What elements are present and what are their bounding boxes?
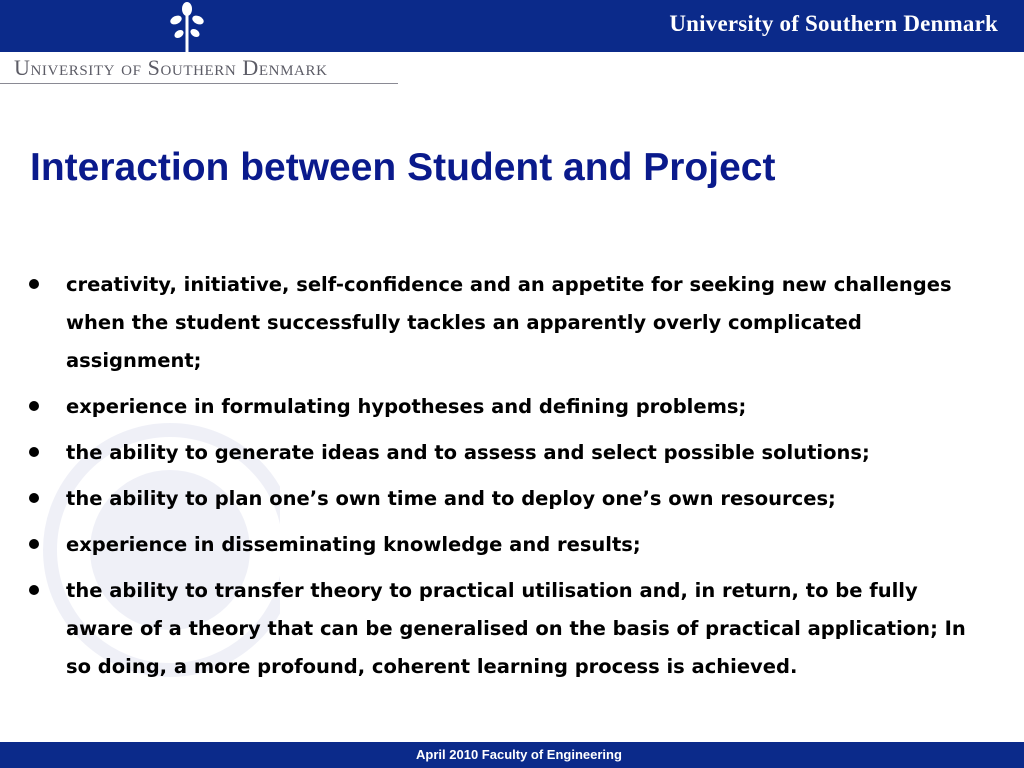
- bullet-icon: [29, 539, 39, 549]
- list-item: [28, 266, 988, 380]
- list-item: [28, 526, 988, 564]
- bullet-icon: [29, 401, 39, 411]
- bullet-list: [28, 266, 988, 694]
- logo-wordmark: University of Southern Denmark: [14, 55, 328, 80]
- university-name: University of Southern Denmark: [669, 11, 998, 36]
- bullet-icon: [29, 493, 39, 503]
- header-bar: [0, 0, 1024, 52]
- bullet-text: experience in formulating hypotheses and defining problems;: [66, 395, 747, 418]
- list-item: [28, 572, 988, 686]
- tree-emblem-icon: [160, 0, 214, 52]
- bullet-text: experience in disseminating knowledge and results;: [66, 533, 641, 556]
- bullet-text: the ability to plan one’s own time and to deploy one’s own resources;: [66, 487, 836, 510]
- list-item: [28, 480, 988, 518]
- divider: [0, 83, 398, 84]
- footer-bar: [0, 742, 1024, 768]
- bullet-text: the ability to transfer theory to practical utilisation and, in return, to be fully aware of a theory that can be generalised on the basis of practical application; In so doing, a more profound, coherent learning process is achieved.: [66, 579, 966, 678]
- bullet-icon: [29, 447, 39, 457]
- bullet-text: creativity, initiative, self-confidence and an appetite for seeking new challenges when the student successfully tackles an apparently overly complicated assignment;: [66, 273, 952, 372]
- list-item: [28, 434, 988, 472]
- list-item: [28, 388, 988, 426]
- bullet-icon: [29, 279, 39, 289]
- bullet-text: the ability to generate ideas and to assess and select possible solutions;: [66, 441, 870, 464]
- footer-text: April 2010 Faculty of Engineering: [416, 747, 622, 762]
- bullet-icon: [29, 585, 39, 595]
- slide-title: Interaction between Student and Project: [30, 146, 776, 189]
